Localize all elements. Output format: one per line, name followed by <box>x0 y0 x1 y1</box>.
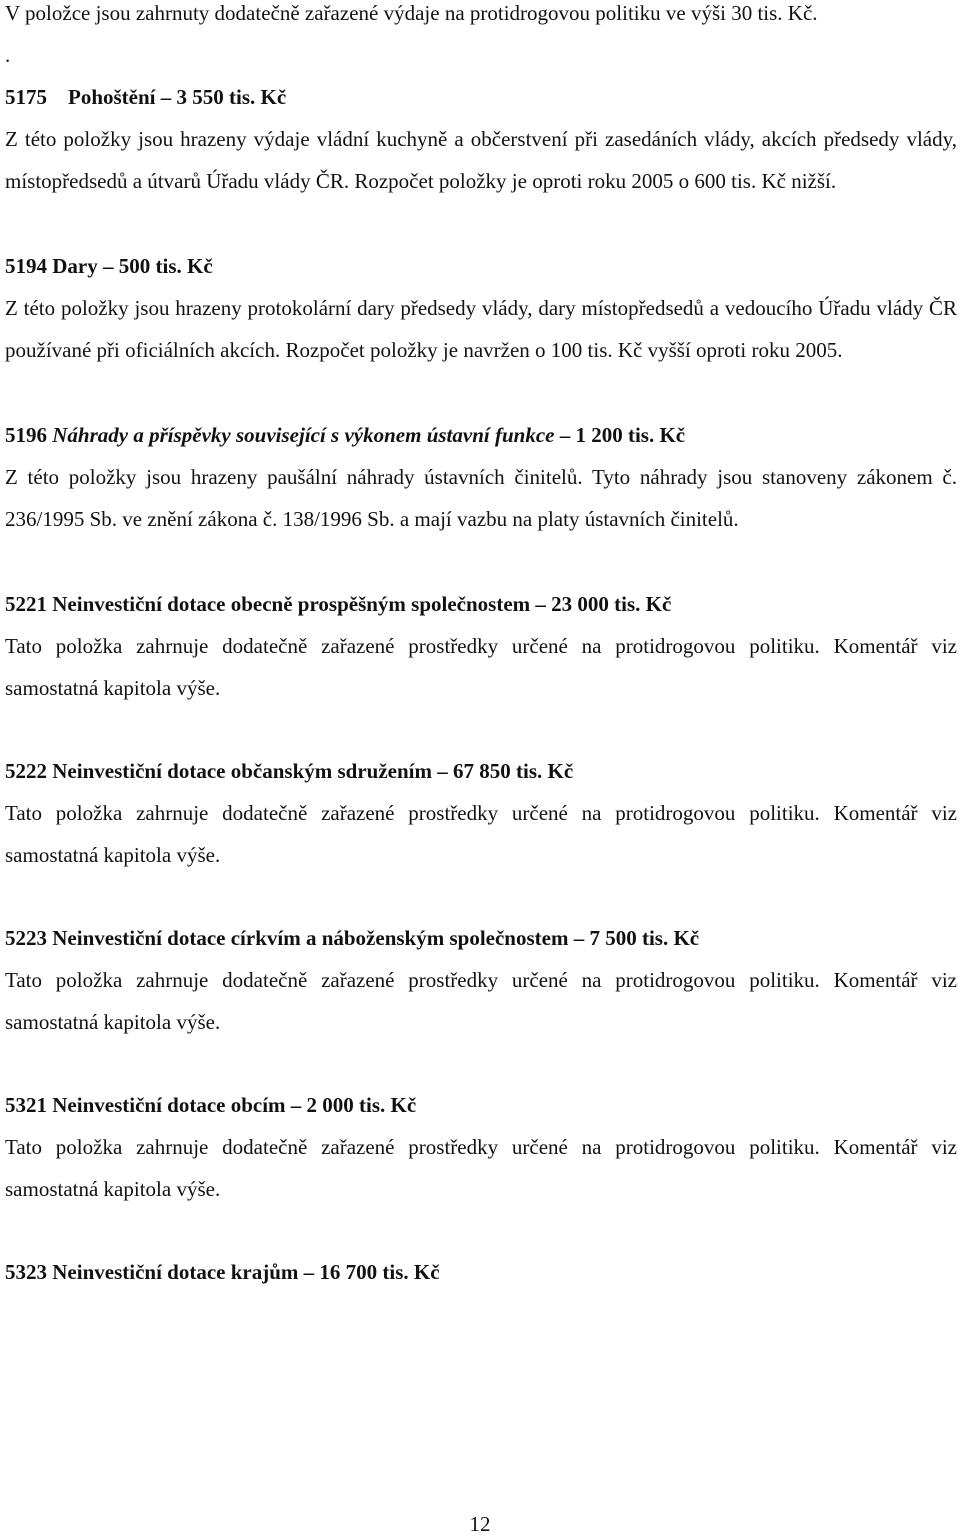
heading-title: Náhrady a příspěvky související s výkonem ústavní funkce <box>52 423 555 447</box>
section-heading: 5194 Dary – 500 tis. Kč <box>5 254 213 278</box>
section-body: Tato položka zahrnuje dodatečně zařazené prostředky určené na protidrogovou politiku. Komentář viz samostatná kapitola výše. <box>5 634 957 700</box>
spacer <box>5 1043 957 1084</box>
section-body: Z této položky jsou hrazeny paušální náhrady ústavních činitelů. Tyto náhrady jsou stanoveny zákonem č. 236/1995 Sb. ve znění zákona č. 138/1996 Sb. a mají vazbu na platy ústavních činitelů. <box>5 465 957 531</box>
section-heading: 5222 Neinvestiční dotace občanským sdružením – 67 850 tis. Kč <box>5 759 574 783</box>
document-page <box>5 0 957 1293</box>
section-heading: 5321 Neinvestiční dotace obcím – 2 000 tis. Kč <box>5 1093 417 1117</box>
spacer <box>5 876 957 917</box>
section-heading: 5221 Neinvestiční dotace obecně prospěšným společnostem – 23 000 tis. Kč <box>5 592 672 616</box>
section-heading <box>5 414 957 456</box>
spacer <box>5 202 957 245</box>
heading-amount: – 1 200 tis. Kč <box>559 423 686 447</box>
section-body: Z této položky jsou hrazeny protokolární dary předsedy vlády, dary místopředsedů a vedoucího Úřadu vlády ČR používané při oficiálních akcích. Rozpočet položky je navržen o 100 tis. Kč vyšší oproti roku 2005. <box>5 296 957 362</box>
section-body: Z této položky jsou hrazeny výdaje vládní kuchyně a občerstvení při zasedáních vlády, akcích předsedy vlády, místopředsedů a útvarů Úřadu vlády ČR. Rozpočet položky je oproti roku 2005 o 600 tis. Kč nižší. <box>5 127 957 193</box>
section-heading: 5323 Neinvestiční dotace krajům – 16 700 tis. Kč <box>5 1260 440 1284</box>
section-heading: 5175 Pohoštění – 3 550 tis. Kč <box>5 85 287 109</box>
spacer <box>5 709 957 750</box>
intro-line: V položce jsou zahrnuty dodatečně zařazené výdaje na protidrogovou politiku ve výši 30 tis. Kč. <box>5 1 818 25</box>
heading-code: 5196 <box>5 423 47 447</box>
section-body: Tato položka zahrnuje dodatečně zařazené prostředky určené na protidrogovou politiku. Komentář viz samostatná kapitola výše. <box>5 968 957 1034</box>
section-heading: 5223 Neinvestiční dotace církvím a náboženským společnostem – 7 500 tis. Kč <box>5 926 700 950</box>
spacer <box>5 540 957 583</box>
spacer <box>5 371 957 414</box>
intro-dot: . <box>5 43 11 67</box>
section-body: Tato položka zahrnuje dodatečně zařazené prostředky určené na protidrogovou politiku. Komentář viz samostatná kapitola výše. <box>5 1135 957 1201</box>
section-body: Tato položka zahrnuje dodatečně zařazené prostředky určené na protidrogovou politiku. Komentář viz samostatná kapitola výše. <box>5 801 957 867</box>
spacer <box>5 1210 957 1251</box>
page-number: 12 <box>469 1512 491 1536</box>
